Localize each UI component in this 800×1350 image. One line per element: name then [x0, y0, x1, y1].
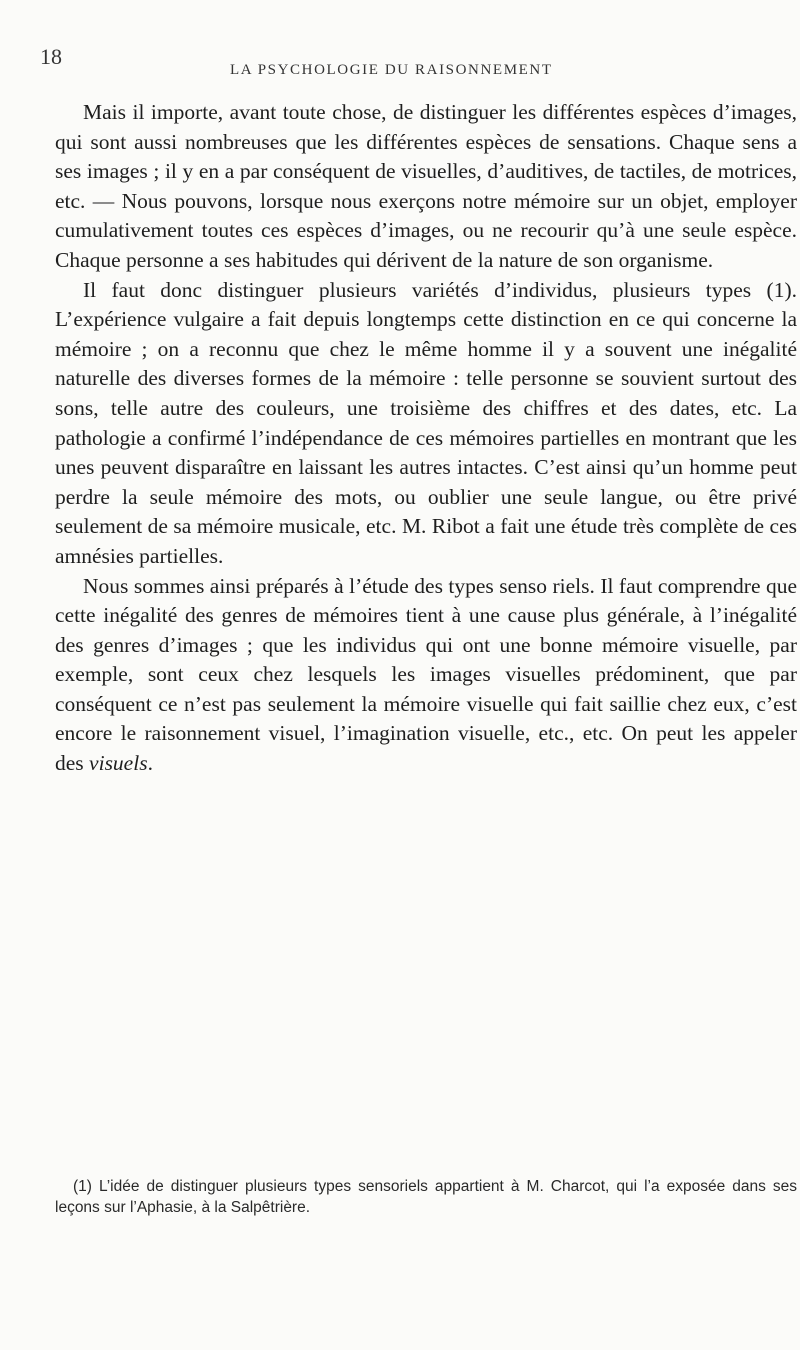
paragraph-1: Mais il importe, avant toute chose, de distinguer les différentes espèces d’images, qui sont aussi nombreuses que les différentes espèces de sensations. Chaque sens a ses images ; il y en a par conséquent de visuelles, d’auditives, de tactiles, de motrices, etc. — Nous pouvons, lorsque nous exerçons notre mémoire sur un objet, employer cumulativement toutes ces espèces d’images, ou ne recourir qu’à une seule espèce. Chaque personne a ses habitudes qui dérivent de la nature de son organisme.: [55, 100, 797, 272]
footnotes: [55, 1176, 797, 1218]
paragraph-3-text: Nous sommes ainsi préparés à l’étude des types senso riels. Il faut comprendre que cette inégalité des genres de mémoires tient à une cause plus générale, à l’inégalité des genres d’images ; que les individus qui ont une bonne mémoire visuelle, par exemple, sont ceux chez lesquels les images visuelles prédominent, que par conséquent ce n’est pas seulement la mémoire visuelle qui fait saillie chez eux, c’est encore le raisonnement visuel, l’imagination visuelle, etc., etc. On peut les appeler des: [55, 573, 797, 776]
paragraph-2: Il faut donc distinguer plusieurs variétés d’individus, plusieurs types (1). L’expérience vulgaire a fait depuis longtemps cette distinction en ce qui concerne la mémoire ; on a reconnu que chez le même homme il y a souvent une inégalité naturelle des diverses formes de la mémoire : telle personne se souvient surtout des sons, telle autre des couleurs, une troisième des chiffres et des dates, etc. La pathologie a confirmé l’indépendance de ces mémoires partielles en montrant que les unes peuvent disparaître en laissant les autres intactes. C’est ainsi qu’un homme peut perdre la seule mémoire des mots, ou oublier une seule langue, ou être privé seulement de sa mémoire musicale, etc. M. Ribot a fait une étude très complète de ces amnésies partielles.: [55, 277, 797, 568]
running-title: LA PSYCHOLOGIE DU RAISONNEMENT: [230, 62, 553, 78]
paragraph-3-end: .: [147, 751, 153, 776]
page-number: 18: [40, 44, 62, 69]
paragraph-3: [55, 572, 797, 779]
body-text: [55, 98, 797, 779]
emphasis-visuels: visuels: [89, 751, 148, 776]
footnote-1: (1) L’idée de distinguer plusieurs types sensoriels appartient à M. Charcot, qui l’a exposée dans ses leçons sur l’Aphasie, à la Salpêtrière.: [55, 1178, 797, 1216]
